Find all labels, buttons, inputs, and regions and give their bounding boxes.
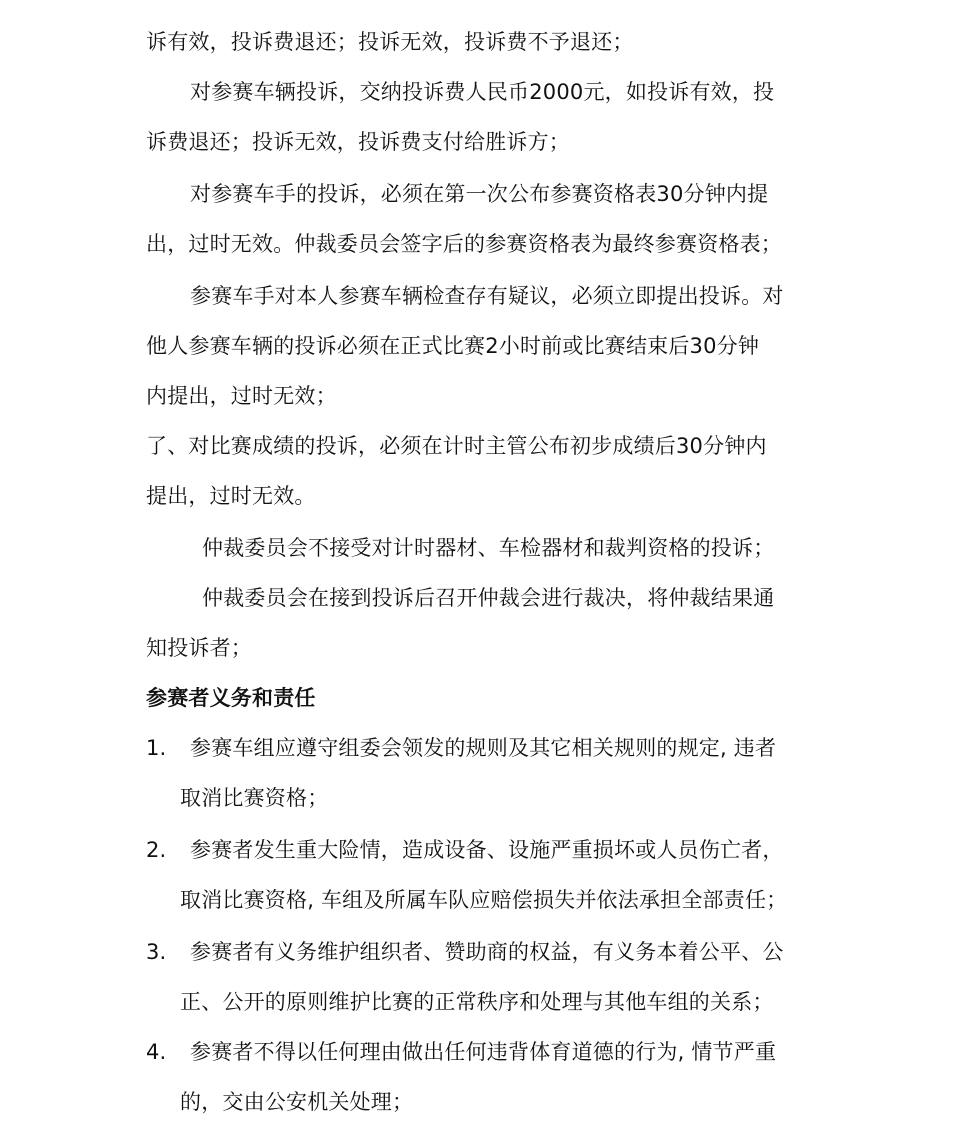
section-heading: 参赛者义务和责任 bbox=[146, 686, 316, 710]
paragraph-line: 提出，过时无效。 bbox=[146, 484, 316, 508]
paragraph-line: 出，过时无效。仲裁委员会签字后的参赛资格表为最终参赛资格表； bbox=[146, 232, 782, 256]
list-item bbox=[146, 836, 784, 864]
paragraph-line: 对参赛车辆投诉，交纳投诉费人民币2000元，如投诉有效，投 bbox=[190, 80, 775, 104]
list-number: 4. bbox=[146, 1040, 167, 1064]
paragraph-line: 知投诉者； bbox=[146, 636, 252, 660]
paragraph-line: 了、对比赛成绩的投诉，必须在计时主管公布初步成绩后30分钟内 bbox=[146, 434, 767, 458]
list-item bbox=[146, 1038, 776, 1066]
list-item-continuation: 的，交由公安机关处理； bbox=[180, 1090, 414, 1114]
list-item bbox=[146, 938, 784, 966]
list-item bbox=[146, 734, 776, 762]
paragraph-line: 他人参赛车辆的投诉必须在正式比赛2小时前或比赛结束后30分钟 bbox=[146, 334, 760, 358]
list-item-continuation: 正、公开的原则维护比赛的正常秩序和处理与其他车组的关系； bbox=[180, 990, 774, 1014]
paragraph-line: 诉费退还；投诉无效，投诉费支付给胜诉方； bbox=[146, 130, 570, 154]
list-item-continuation: 取消比赛资格, 车组及所属车队应赔偿损失并依法承担全部责任； bbox=[180, 888, 788, 912]
list-text: 参赛车组应遵守组委会领发的规则及其它相关规则的规定, 违者 bbox=[190, 736, 777, 760]
list-number: 2. bbox=[146, 838, 167, 862]
list-text: 参赛者有义务维护组织者、赞助商的权益，有义务本着公平、公 bbox=[190, 940, 784, 964]
paragraph-line: 诉有效，投诉费退还；投诉无效，投诉费不予退还； bbox=[146, 30, 634, 54]
list-number: 1. bbox=[146, 736, 167, 760]
paragraph-line: 内提出，过时无效； bbox=[146, 384, 337, 408]
list-item-continuation: 取消比赛资格； bbox=[180, 786, 329, 810]
list-text: 参赛者不得以任何理由做出任何违背体育道德的行为, 情节严重 bbox=[190, 1040, 777, 1064]
list-number: 3. bbox=[146, 940, 167, 964]
paragraph-line: 仲裁委员会不接受对计时器材、车检器材和裁判资格的投诉； bbox=[202, 536, 775, 560]
paragraph-line: 参赛车手对本人参赛车辆检查存有疑议，必须立即提出投诉。对 bbox=[190, 284, 784, 308]
paragraph-line: 对参赛车手的投诉，必须在第一次公布参赛资格表30分钟内提 bbox=[190, 182, 769, 206]
list-text: 参赛者发生重大险情，造成设备、设施严重损坏或人员伤亡者， bbox=[190, 838, 784, 862]
paragraph-line: 仲裁委员会在接到投诉后召开仲裁会进行裁决，将仲裁结果通 bbox=[202, 586, 775, 610]
